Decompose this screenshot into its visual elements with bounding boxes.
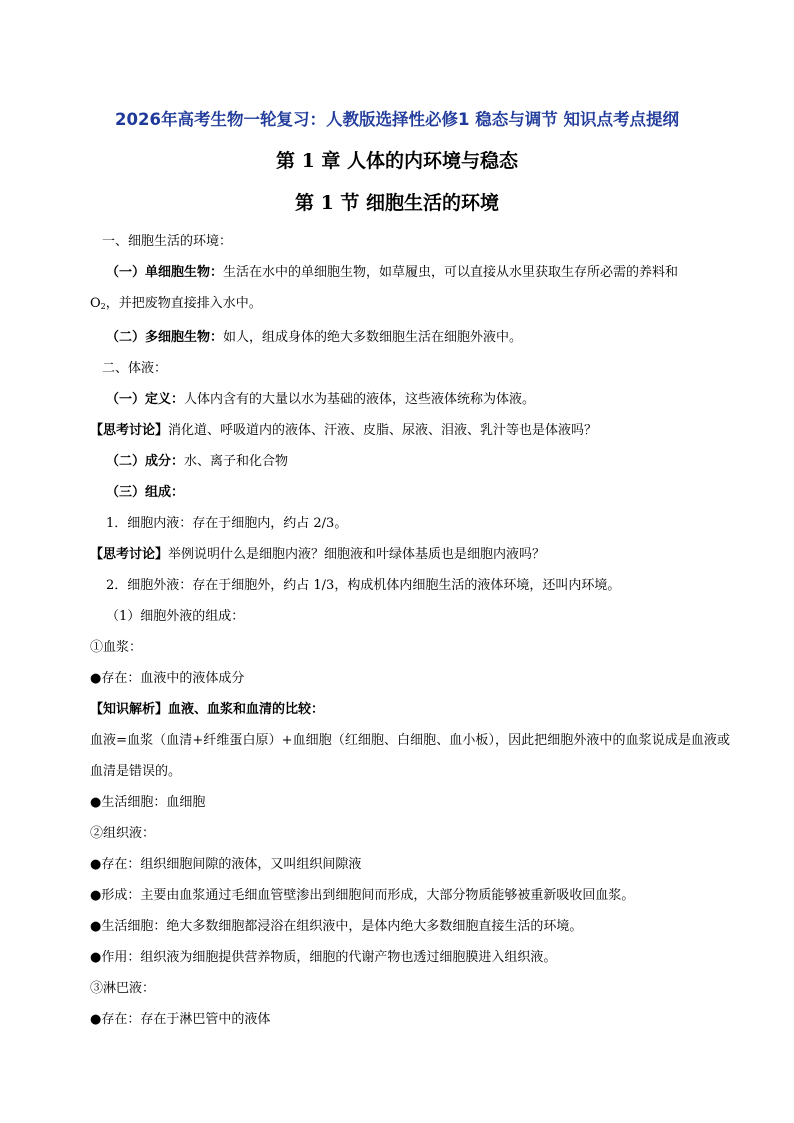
paragraph-knowledge <box>90 694 730 725</box>
label-multi-cell: （二）多细胞生物： <box>106 330 224 345</box>
label-components: （二）成分： <box>106 454 185 469</box>
section-title: 第 1 节 细胞生活的环境 <box>294 192 500 214</box>
oxygen-subscript: 2 <box>100 302 106 311</box>
document-title: 2026年高考生物一轮复习：人教版选择性必修1 稳态与调节 知识点考点提纲 <box>115 110 679 129</box>
oxygen-symbol: O <box>90 296 101 311</box>
label-composition: （三）组成： <box>106 485 185 500</box>
bullet-tissue-role: ●作用：组织液为细胞提供营养物质，细胞的代谢产物也透过细胞膜进入组织液。 <box>90 950 557 965</box>
bullet-tissue-cells: ●生活细胞：绝大多数细胞都浸浴在组织液中，是体内绝大多数细胞直接生活的环境。 <box>90 919 583 934</box>
text-single-cell: 生活在水中的单细胞生物，如草履虫，可以直接从水里获取生存所必需的养料和 <box>223 265 679 280</box>
text-knowledge: 血液、血浆和血清的比较： <box>168 702 325 717</box>
heading-plasma: ①血浆： <box>90 640 143 655</box>
paragraph-single-cell <box>90 257 730 288</box>
document-body <box>90 226 730 1035</box>
text-definition: 人体内含有的大量以水为基础的液体，这些液体统称为体液。 <box>184 392 536 407</box>
section-heading-cell-environment: 一、细胞生活的环境： <box>102 234 233 249</box>
label-single-cell: （一）单细胞生物： <box>106 265 224 280</box>
bullet-lymph-exist: ●存在：存在于淋巴管中的液体 <box>90 1012 271 1027</box>
paragraph-blood-comparison: 血液=血浆（血清+纤维蛋白原）+血细胞（红细胞、白细胞、血小板），因此把细胞外液中的血浆说成是血液或血清是错误的。 <box>90 733 730 779</box>
paragraph-intracellular: 1．细胞内液：存在于细胞内，约占 2/3。 <box>106 516 348 531</box>
label-definition: （一）定义： <box>106 392 185 407</box>
chapter-title: 第 1 章 人体的内环境与稳态 <box>275 150 519 172</box>
text-think-1: 消化道、呼吸道内的液体、汗液、皮脂、尿液、泪液、乳汁等也是体液吗？ <box>168 423 598 438</box>
paragraph-single-cell-cont <box>90 288 730 322</box>
paragraph-extracellular-composition: （1）细胞外液的组成： <box>106 609 245 624</box>
paragraph-think-1 <box>90 415 730 446</box>
label-think-2: 【思考讨论】 <box>90 547 169 562</box>
text-single-cell-cont: ，并把废物直接排入水中。 <box>105 296 262 311</box>
paragraph-multi-cell <box>90 322 730 353</box>
text-multi-cell: 如人，组成身体的绝大多数细胞生活在细胞外液中。 <box>223 330 523 345</box>
bullet-tissue-form: ●形成：主要由血浆通过毛细血管壁渗出到细胞间而形成，大部分物质能够被重新吸收回血浆。 <box>90 888 635 903</box>
paragraph-definition <box>90 384 730 415</box>
bullet-tissue-exist: ●存在：组织细胞间隙的液体，又叫组织间隙液 <box>90 857 362 872</box>
text-think-2: 举例说明什么是细胞内液？细胞液和叶绿体基质也是细胞内液吗？ <box>168 547 546 562</box>
paragraph-extracellular: 2．细胞外液：存在于细胞外，约占 1/3，构成机体内细胞生活的液体环境，还叫内环境。 <box>106 578 621 593</box>
paragraph-components <box>90 446 730 477</box>
label-knowledge: 【知识解析】 <box>90 702 169 717</box>
label-think-1: 【思考讨论】 <box>90 423 169 438</box>
paragraph-think-2 <box>90 539 730 570</box>
bullet-plasma-exist: ●存在：血液中的液体成分 <box>90 671 245 686</box>
heading-tissue-fluid: ②组织液： <box>90 826 156 841</box>
paragraph-composition <box>90 477 730 508</box>
bullet-plasma-cells: ●生活细胞：血细胞 <box>90 795 206 810</box>
section-heading-body-fluid: 二、体液： <box>102 361 168 376</box>
text-components: 水、离子和化合物 <box>184 454 289 469</box>
heading-lymph: ③淋巴液： <box>90 981 156 996</box>
